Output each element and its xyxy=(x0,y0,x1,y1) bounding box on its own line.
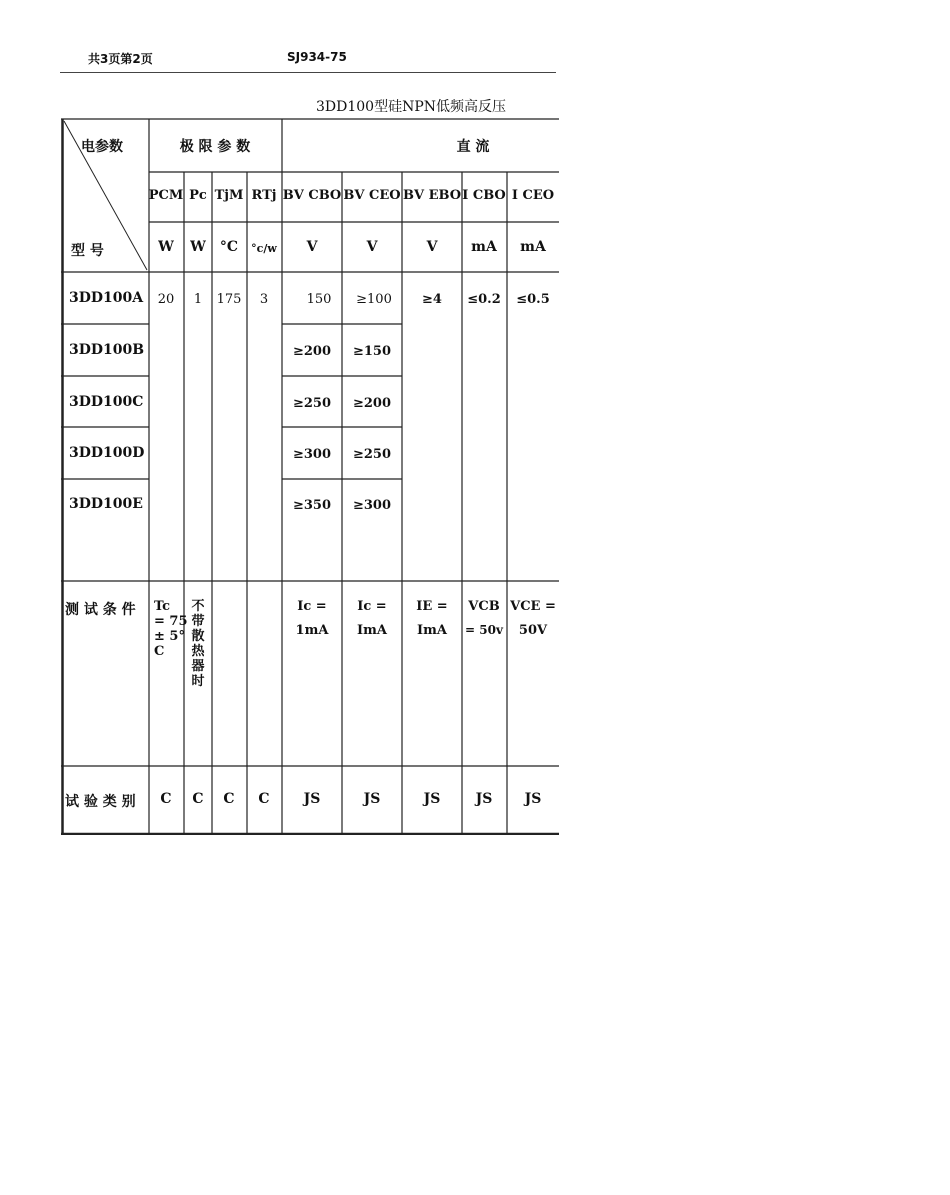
model-3dd100b: 3DD100B xyxy=(69,342,145,358)
category-icbo: JS xyxy=(475,791,493,807)
value-bvceo-c: ≥200 xyxy=(352,396,392,411)
unit-iceo: mA xyxy=(520,239,546,255)
param-iceo: I CEO xyxy=(511,188,555,203)
category-bvcbo: JS xyxy=(303,791,321,807)
value-bvcbo-c: ≥250 xyxy=(292,396,332,411)
model-3dd100d: 3DD100D xyxy=(69,445,145,461)
value-iceo-a: ≤0.5 xyxy=(516,292,550,307)
param-bvceo: BV CEO xyxy=(343,188,401,203)
condition-bvceo-line1: Ic = xyxy=(357,599,387,614)
category-bvebo: JS xyxy=(423,791,441,807)
unit-pcm: W xyxy=(158,239,174,255)
condition-bvcbo-line2: 1mA xyxy=(295,623,329,638)
dc-params-header: 直 流 xyxy=(456,139,490,155)
condition-bvceo-line2: ImA xyxy=(357,623,387,638)
value-bvcbo-b: ≥200 xyxy=(292,344,332,359)
corner-label-model: 型 号 xyxy=(71,243,104,259)
value-icbo-a: ≤0.2 xyxy=(467,292,501,307)
category-pc: C xyxy=(192,791,204,807)
standard-number: SJ934-75 xyxy=(287,50,347,64)
test-conditions-label: 测 试 条 件 xyxy=(65,602,136,618)
value-bvceo-e: ≥300 xyxy=(352,498,392,513)
condition-pcm: Tc = 75 ± 5° C xyxy=(154,599,188,659)
value-pc-a: 1 xyxy=(193,292,203,307)
value-bvcbo-a: 150 xyxy=(306,292,332,307)
header-rule xyxy=(60,72,556,73)
value-pcm-a: 20 xyxy=(157,292,175,307)
corner-label-parameters: 电参数 xyxy=(81,139,123,155)
condition-iceo-line1: VCE = xyxy=(510,599,556,614)
value-tjm-a: 175 xyxy=(216,292,242,307)
test-category-label: 试 验 类 别 xyxy=(65,794,136,810)
model-3dd100a: 3DD100A xyxy=(69,290,144,306)
param-bvcbo: BV CBO xyxy=(282,188,342,203)
value-rtj-a: 3 xyxy=(259,292,269,307)
limit-params-header: 极 限 参 数 xyxy=(179,139,251,155)
unit-icbo: mA xyxy=(471,239,497,255)
table-grid xyxy=(61,118,559,835)
category-rtj: C xyxy=(258,791,270,807)
value-bvceo-b: ≥150 xyxy=(352,344,392,359)
unit-pc: W xyxy=(190,239,206,255)
value-bvceo-d: ≥250 xyxy=(352,447,392,462)
model-3dd100e: 3DD100E xyxy=(69,496,143,512)
unit-rtj: °c/w xyxy=(251,242,277,255)
document-title: 3DD100型硅NPN低频高反压 xyxy=(316,99,506,115)
unit-bvceo: V xyxy=(366,239,378,255)
unit-bvebo: V xyxy=(426,239,438,255)
category-tjm: C xyxy=(223,791,235,807)
page-count: 共3页第2页 xyxy=(88,52,153,66)
model-3dd100c: 3DD100C xyxy=(69,394,144,410)
value-bvceo-a: ≥100 xyxy=(356,292,392,307)
condition-pc: 不带散热器时 xyxy=(191,599,205,689)
condition-icbo-line2: = 50v xyxy=(465,623,503,637)
param-pcm: PCM xyxy=(148,188,184,203)
category-iceo: JS xyxy=(524,791,542,807)
param-tjm: TjM xyxy=(214,188,244,203)
condition-bvebo-line1: IE = xyxy=(416,599,448,614)
parameter-table xyxy=(61,118,559,835)
value-bvcbo-d: ≥300 xyxy=(292,447,332,462)
condition-icbo-line1: VCB xyxy=(468,599,500,614)
param-pc: Pc xyxy=(189,188,207,203)
unit-bvcbo: V xyxy=(306,239,318,255)
condition-bvebo-line2: ImA xyxy=(417,623,447,638)
value-bvebo-a: ≥4 xyxy=(422,292,442,307)
unit-tjm: °C xyxy=(219,239,239,255)
param-bvebo: BV EBO xyxy=(402,188,462,203)
condition-bvcbo-line1: Ic = xyxy=(297,599,327,614)
param-rtj: RTj xyxy=(251,188,277,203)
category-bvceo: JS xyxy=(363,791,381,807)
value-bvcbo-e: ≥350 xyxy=(292,498,332,513)
condition-iceo-line2: 50V xyxy=(518,623,548,638)
category-pcm: C xyxy=(160,791,172,807)
param-icbo: I CBO xyxy=(462,188,506,203)
